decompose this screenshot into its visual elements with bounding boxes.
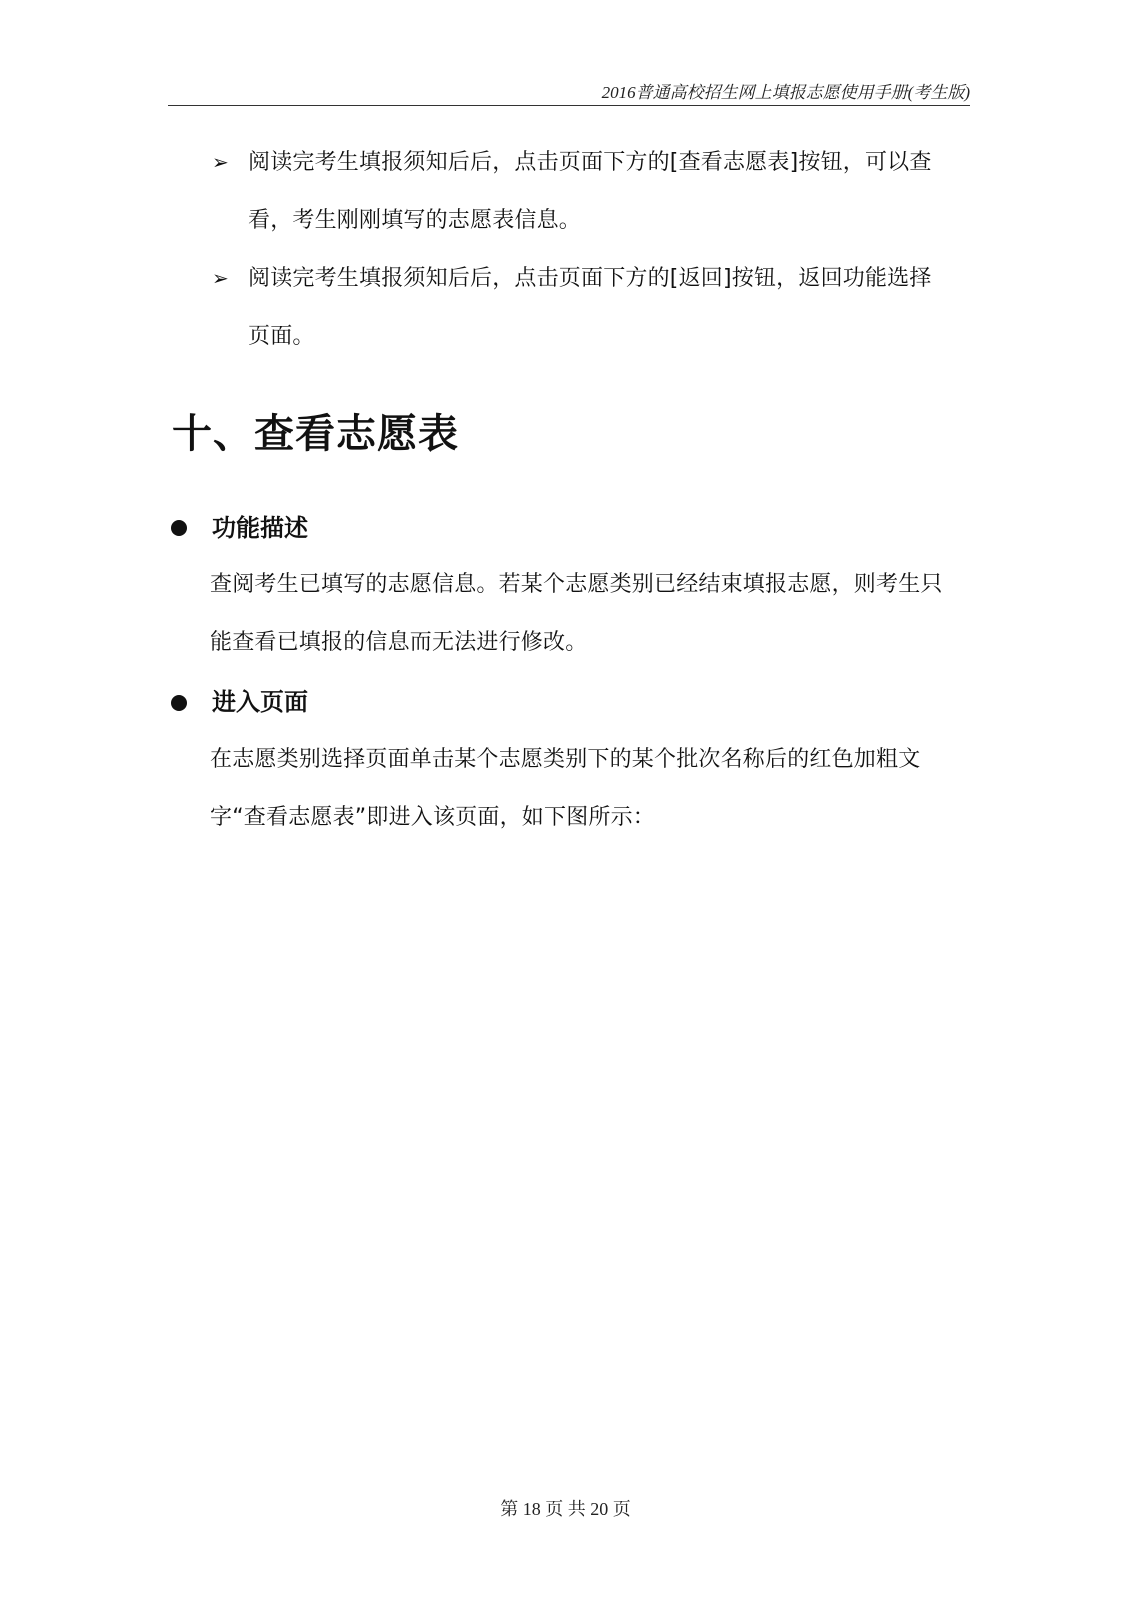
arrow-bullet-icon: ➢ (212, 266, 229, 290)
section-title: 十、查看志愿表 (172, 411, 459, 457)
function-description-heading: 功能描述 (212, 514, 308, 542)
enter-page-line-2: 字“查看志愿表”即进入该页面，如下图所示： (210, 805, 655, 830)
header-divider (168, 105, 970, 106)
page-number-footer: 第 18 页 共 20 页 (500, 1499, 631, 1519)
bullet-1-line-2: 看，考生刚刚填写的志愿表信息。 (248, 208, 582, 233)
bullet-2-line-1: 阅读完考生填报须知后后，点击页面下方的[返回]按钮，返回功能选择 (248, 266, 932, 291)
enter-page-heading: 进入页面 (212, 688, 308, 716)
enter-page-line-1: 在志愿类别选择页面单击某个志愿类别下的某个批次名称后的红色加粗文 (210, 747, 921, 772)
function-description-line-1: 查阅考生已填写的志愿信息。若某个志愿类别已经结束填报志愿，则考生只 (210, 572, 943, 597)
header-title: 2016普通高校招生网上填报志愿使用手册(考生版) (601, 83, 970, 102)
arrow-bullet-icon: ➢ (212, 150, 229, 174)
function-description-line-2: 能查看已填报的信息而无法进行修改。 (210, 630, 588, 655)
bullet-1-line-1: 阅读完考生填报须知后后，点击页面下方的[查看志愿表]按钮，可以查 (248, 150, 932, 175)
bullet-2-line-2: 页面。 (248, 324, 315, 349)
bullet-dot-icon (171, 520, 187, 536)
bullet-dot-icon (171, 695, 187, 711)
